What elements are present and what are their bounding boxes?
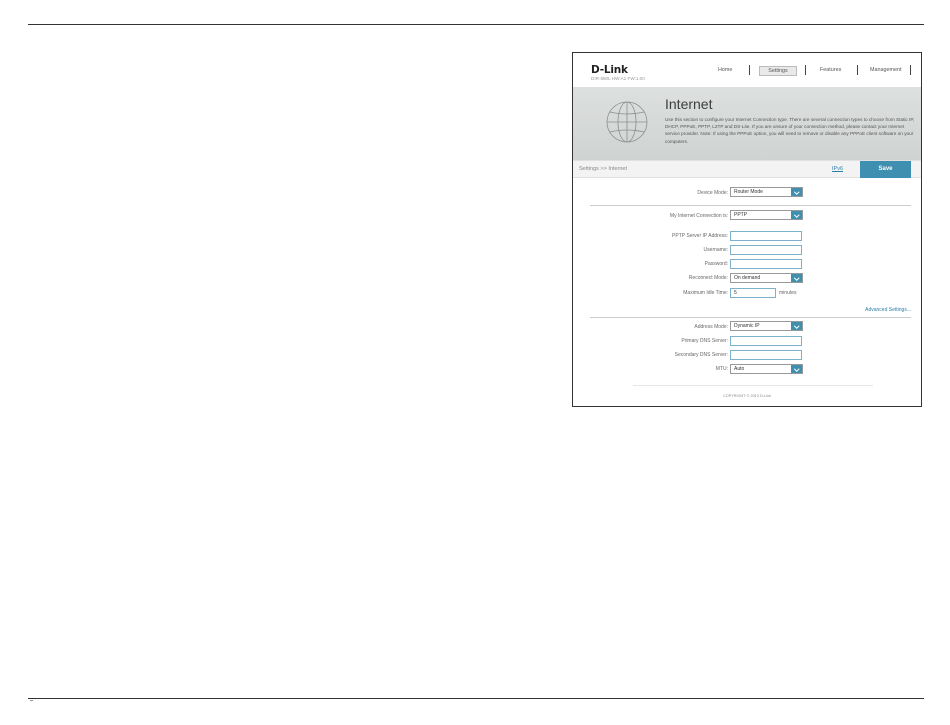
username-input[interactable] — [730, 245, 802, 255]
advanced-settings-link[interactable]: Advanced Settings... — [865, 307, 911, 313]
nav-settings[interactable]: Settings — [759, 66, 797, 76]
globe-icon — [604, 99, 650, 145]
ipv6-link[interactable]: IPv6 — [832, 166, 844, 172]
device-mode-value: Router Mode — [734, 189, 763, 195]
page-corner-mark — [30, 700, 33, 701]
chevron-down-icon — [791, 188, 802, 196]
idle-time-input[interactable] — [730, 288, 776, 298]
nav-features[interactable]: Features — [820, 67, 842, 73]
reconnect-mode-select[interactable] — [730, 273, 803, 283]
address-mode-label: Address Mode: — [694, 324, 728, 330]
connection-type-label: My Internet Connection is: — [669, 213, 728, 219]
nav-separator — [910, 65, 911, 75]
footer-divider — [633, 385, 873, 386]
nav-separator — [749, 65, 750, 75]
reconnect-mode-label: Reconnect Mode: — [688, 275, 728, 281]
connection-type-select[interactable] — [730, 210, 803, 220]
secondary-dns-input[interactable] — [730, 350, 802, 360]
nav-management[interactable]: Management — [870, 67, 902, 73]
idle-time-unit: minutes — [779, 290, 797, 296]
address-mode-select[interactable] — [730, 321, 803, 331]
router-ui-screenshot — [572, 52, 922, 407]
page-description: Use this section to configure your Internet Connection type. There are several connection types to choose from Static IP, DHCP, PPPoE, PPTP, L2TP and DS-Lite. If you are unsure of your connection method, please contact your Internet service provider. Note: If using the PPPoE option, you will need to remove or disable any PPPoE client software on your computers. — [665, 117, 915, 144]
page-title: Internet — [665, 96, 713, 112]
device-mode-select[interactable] — [730, 187, 803, 197]
copyright: COPYRIGHT © 2013 D-Link — [723, 394, 771, 398]
primary-dns-label: Primary DNS Server: — [681, 338, 728, 344]
nav-home[interactable]: Home — [718, 67, 733, 73]
password-input[interactable] — [730, 259, 802, 269]
secondary-dns-label: Secondary DNS Server: — [674, 352, 728, 358]
chevron-down-icon — [791, 211, 802, 219]
header — [573, 53, 921, 87]
nav-separator — [857, 65, 858, 75]
chevron-down-icon — [791, 274, 802, 282]
idle-time-value: 5 — [734, 290, 737, 296]
primary-dns-input[interactable] — [730, 336, 802, 346]
breadcrumb: Settings >> Internet — [579, 166, 628, 172]
breadcrumb-bar — [573, 160, 921, 178]
idle-time-label: Maximum Idle Time: — [683, 290, 728, 296]
nav-separator — [805, 65, 806, 75]
mtu-select[interactable] — [730, 364, 803, 374]
mtu-label: MTU: — [715, 366, 728, 372]
section-divider — [590, 317, 911, 318]
pptp-server-input[interactable] — [730, 231, 802, 241]
device-mode-label: Device Mode: — [697, 190, 728, 196]
chevron-down-icon — [791, 365, 802, 373]
chevron-down-icon — [791, 322, 802, 330]
pptp-server-label: PPTP Server IP Address: — [672, 233, 728, 239]
reconnect-mode-value: On demand — [734, 275, 761, 281]
section-divider — [590, 205, 911, 206]
dlink-logo[interactable]: D-Link — [591, 64, 628, 76]
save-button[interactable]: Save — [860, 161, 911, 178]
model-info: DIR-880L HW:A1 FW:1.00 — [591, 76, 645, 81]
password-label: Password: — [704, 261, 728, 267]
address-mode-value: Dynamic IP — [734, 323, 760, 329]
page-bottom-rule — [28, 698, 924, 699]
page-top-rule — [28, 24, 924, 25]
connection-type-value: PPTP — [734, 212, 748, 218]
mtu-value: Auto — [734, 366, 745, 372]
username-label: Username: — [703, 247, 728, 253]
